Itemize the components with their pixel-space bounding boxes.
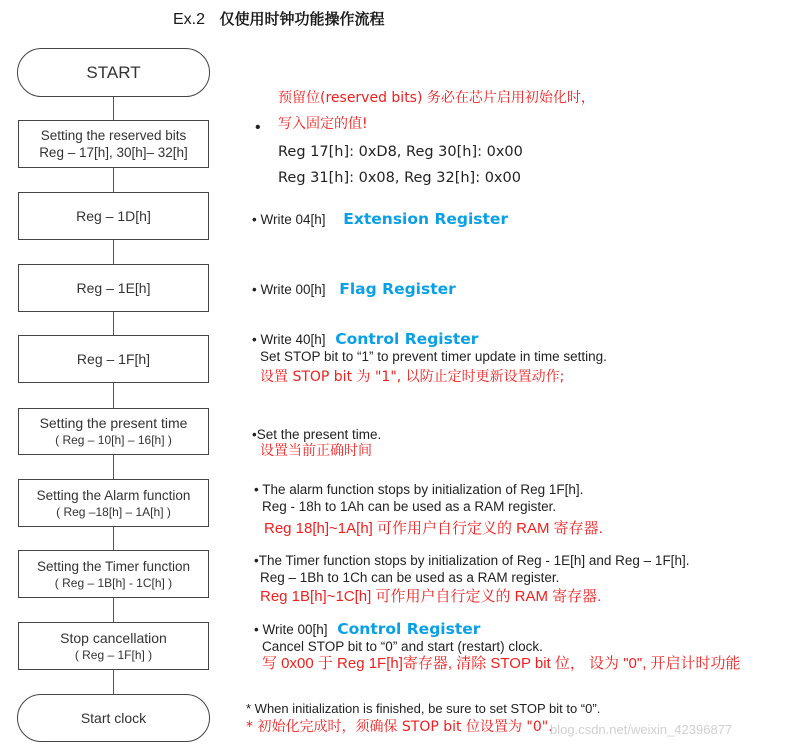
- note-values-line: Reg 31[h]: 0x08, Reg 32[h]: 0x00: [278, 170, 521, 186]
- note-text: • Write 00[h]: [254, 622, 328, 637]
- note-detail: Reg – 1Bh to 1Ch can be used as a RAM register.: [260, 570, 560, 585]
- connector-line: [113, 97, 114, 120]
- flow-node-timer-function: [18, 550, 209, 598]
- node-sublabel: ( Reg –18[h] – 1A[h] ): [56, 504, 171, 519]
- note-reg-1f: [252, 331, 607, 386]
- note-text: •The Timer function stops by initialization of Reg - 1E[h] and Reg – 1F[h].: [254, 553, 690, 568]
- note-detail: Set STOP bit to “1” to prevent timer update in time setting.: [260, 349, 607, 364]
- flow-node-start: [17, 48, 210, 97]
- connector-line: [113, 598, 114, 622]
- node-label: Reg – 1E[h]: [76, 280, 151, 296]
- connector-line: [113, 527, 114, 550]
- node-sublabel: Reg – 17[h], 30[h]– 32[h]: [39, 145, 188, 160]
- watermark: blog.csdn.net/weixin_42396877: [550, 722, 733, 737]
- note-text: • Write 40[h]: [252, 332, 326, 347]
- note-cn: * 初始化完成时，须确保 STOP bit 位设置为 "0".: [246, 719, 553, 735]
- node-label: Setting the Timer function: [36, 558, 191, 574]
- node-sublabel: ( Reg – 10[h] – 16[h] ): [55, 433, 172, 447]
- note-text: • The alarm function stops by initialization of Reg 1F[h].: [254, 482, 584, 497]
- node-label: Reg – 1F[h]: [76, 351, 151, 367]
- node-label: Setting the present time: [39, 415, 188, 431]
- node-sublabel: ( Reg – 1B[h] - 1C[h] ): [54, 575, 173, 590]
- note-alarm: [254, 481, 603, 537]
- connector-line: [113, 383, 114, 408]
- note-reserved: [278, 85, 595, 191]
- note-reserved-bullet: •: [255, 119, 261, 136]
- note-timer: [254, 552, 689, 605]
- note-text: • Write 00[h]: [252, 282, 326, 297]
- note-cn: 写 0x00 于 Reg 1F[h]寄存器, 清除 STOP bit 位， 设为 "0", 开启计时功能: [262, 655, 741, 672]
- node-label: Stop cancellation: [60, 629, 167, 646]
- note-detail: Cancel STOP bit to “0” and start (restart) clock.: [262, 639, 543, 654]
- note-text: • Write 04[h]: [252, 212, 326, 227]
- connector-line: [113, 670, 114, 694]
- note-text: * When initialization is finished, be sure to set STOP bit to “0”.: [246, 701, 601, 716]
- note-cn-line: 写入固定的值!: [278, 116, 368, 132]
- node-label: START: [86, 62, 141, 82]
- note-detail: Reg - 18h to 1Ah can be used as a RAM register.: [262, 499, 557, 514]
- diagram-title: [173, 8, 384, 29]
- flow-node-stop-cancellation: [18, 622, 209, 670]
- note-cn: Reg 18[h]~1A[h] 可作用户自行定义的 RAM 寄存器.: [264, 520, 603, 537]
- flow-node-start-clock: [17, 694, 210, 742]
- register-label: Flag Register: [339, 280, 456, 298]
- note-reg-1e: [252, 281, 456, 298]
- connector-line: [113, 312, 114, 335]
- flow-node-reserved-bits: [18, 120, 209, 168]
- node-sublabel: ( Reg – 1F[h] ): [74, 647, 153, 662]
- node-label: Start clock: [80, 710, 147, 726]
- flow-node-reg-1f: [18, 335, 209, 383]
- node-label: Setting the Alarm function: [36, 487, 191, 503]
- connector-line: [113, 240, 114, 264]
- note-cn-line: 预留位(reserved bits) 务必在芯片启用初始化时，: [278, 90, 595, 106]
- note-cn: 设置 STOP bit 为 "1", 以防止定时更新设置动作;: [260, 369, 565, 385]
- note-start-clock: [246, 700, 600, 736]
- connector-line: [113, 168, 114, 192]
- note-reg-1d: [252, 211, 508, 228]
- title-prefix: Ex.2: [173, 11, 206, 28]
- register-label: Control Register: [335, 330, 479, 348]
- note-stop-cancellation: [254, 621, 741, 672]
- note-present-time: [252, 426, 381, 460]
- flow-node-alarm-function: [18, 479, 209, 527]
- note-cn: Reg 1B[h]~1C[h] 可作用户自行定义的 RAM 寄存器.: [260, 588, 602, 605]
- note-cn: 设置当前正确时间: [260, 443, 372, 459]
- node-label: Setting the reserved bits: [40, 128, 187, 143]
- title-text: 仅使用时钟功能操作流程: [219, 10, 385, 28]
- register-label: Control Register: [337, 620, 481, 638]
- register-label: Extension Register: [343, 210, 509, 228]
- node-label: Reg – 1D[h]: [76, 208, 151, 224]
- note-values-line: Reg 17[h]: 0xD8, Reg 30[h]: 0x00: [278, 144, 523, 160]
- connector-line: [113, 455, 114, 479]
- flow-node-reg-1e: [18, 264, 209, 312]
- note-text: •Set the present time.: [252, 427, 382, 442]
- flow-node-present-time: [18, 408, 209, 455]
- flow-node-reg-1d: [18, 192, 209, 240]
